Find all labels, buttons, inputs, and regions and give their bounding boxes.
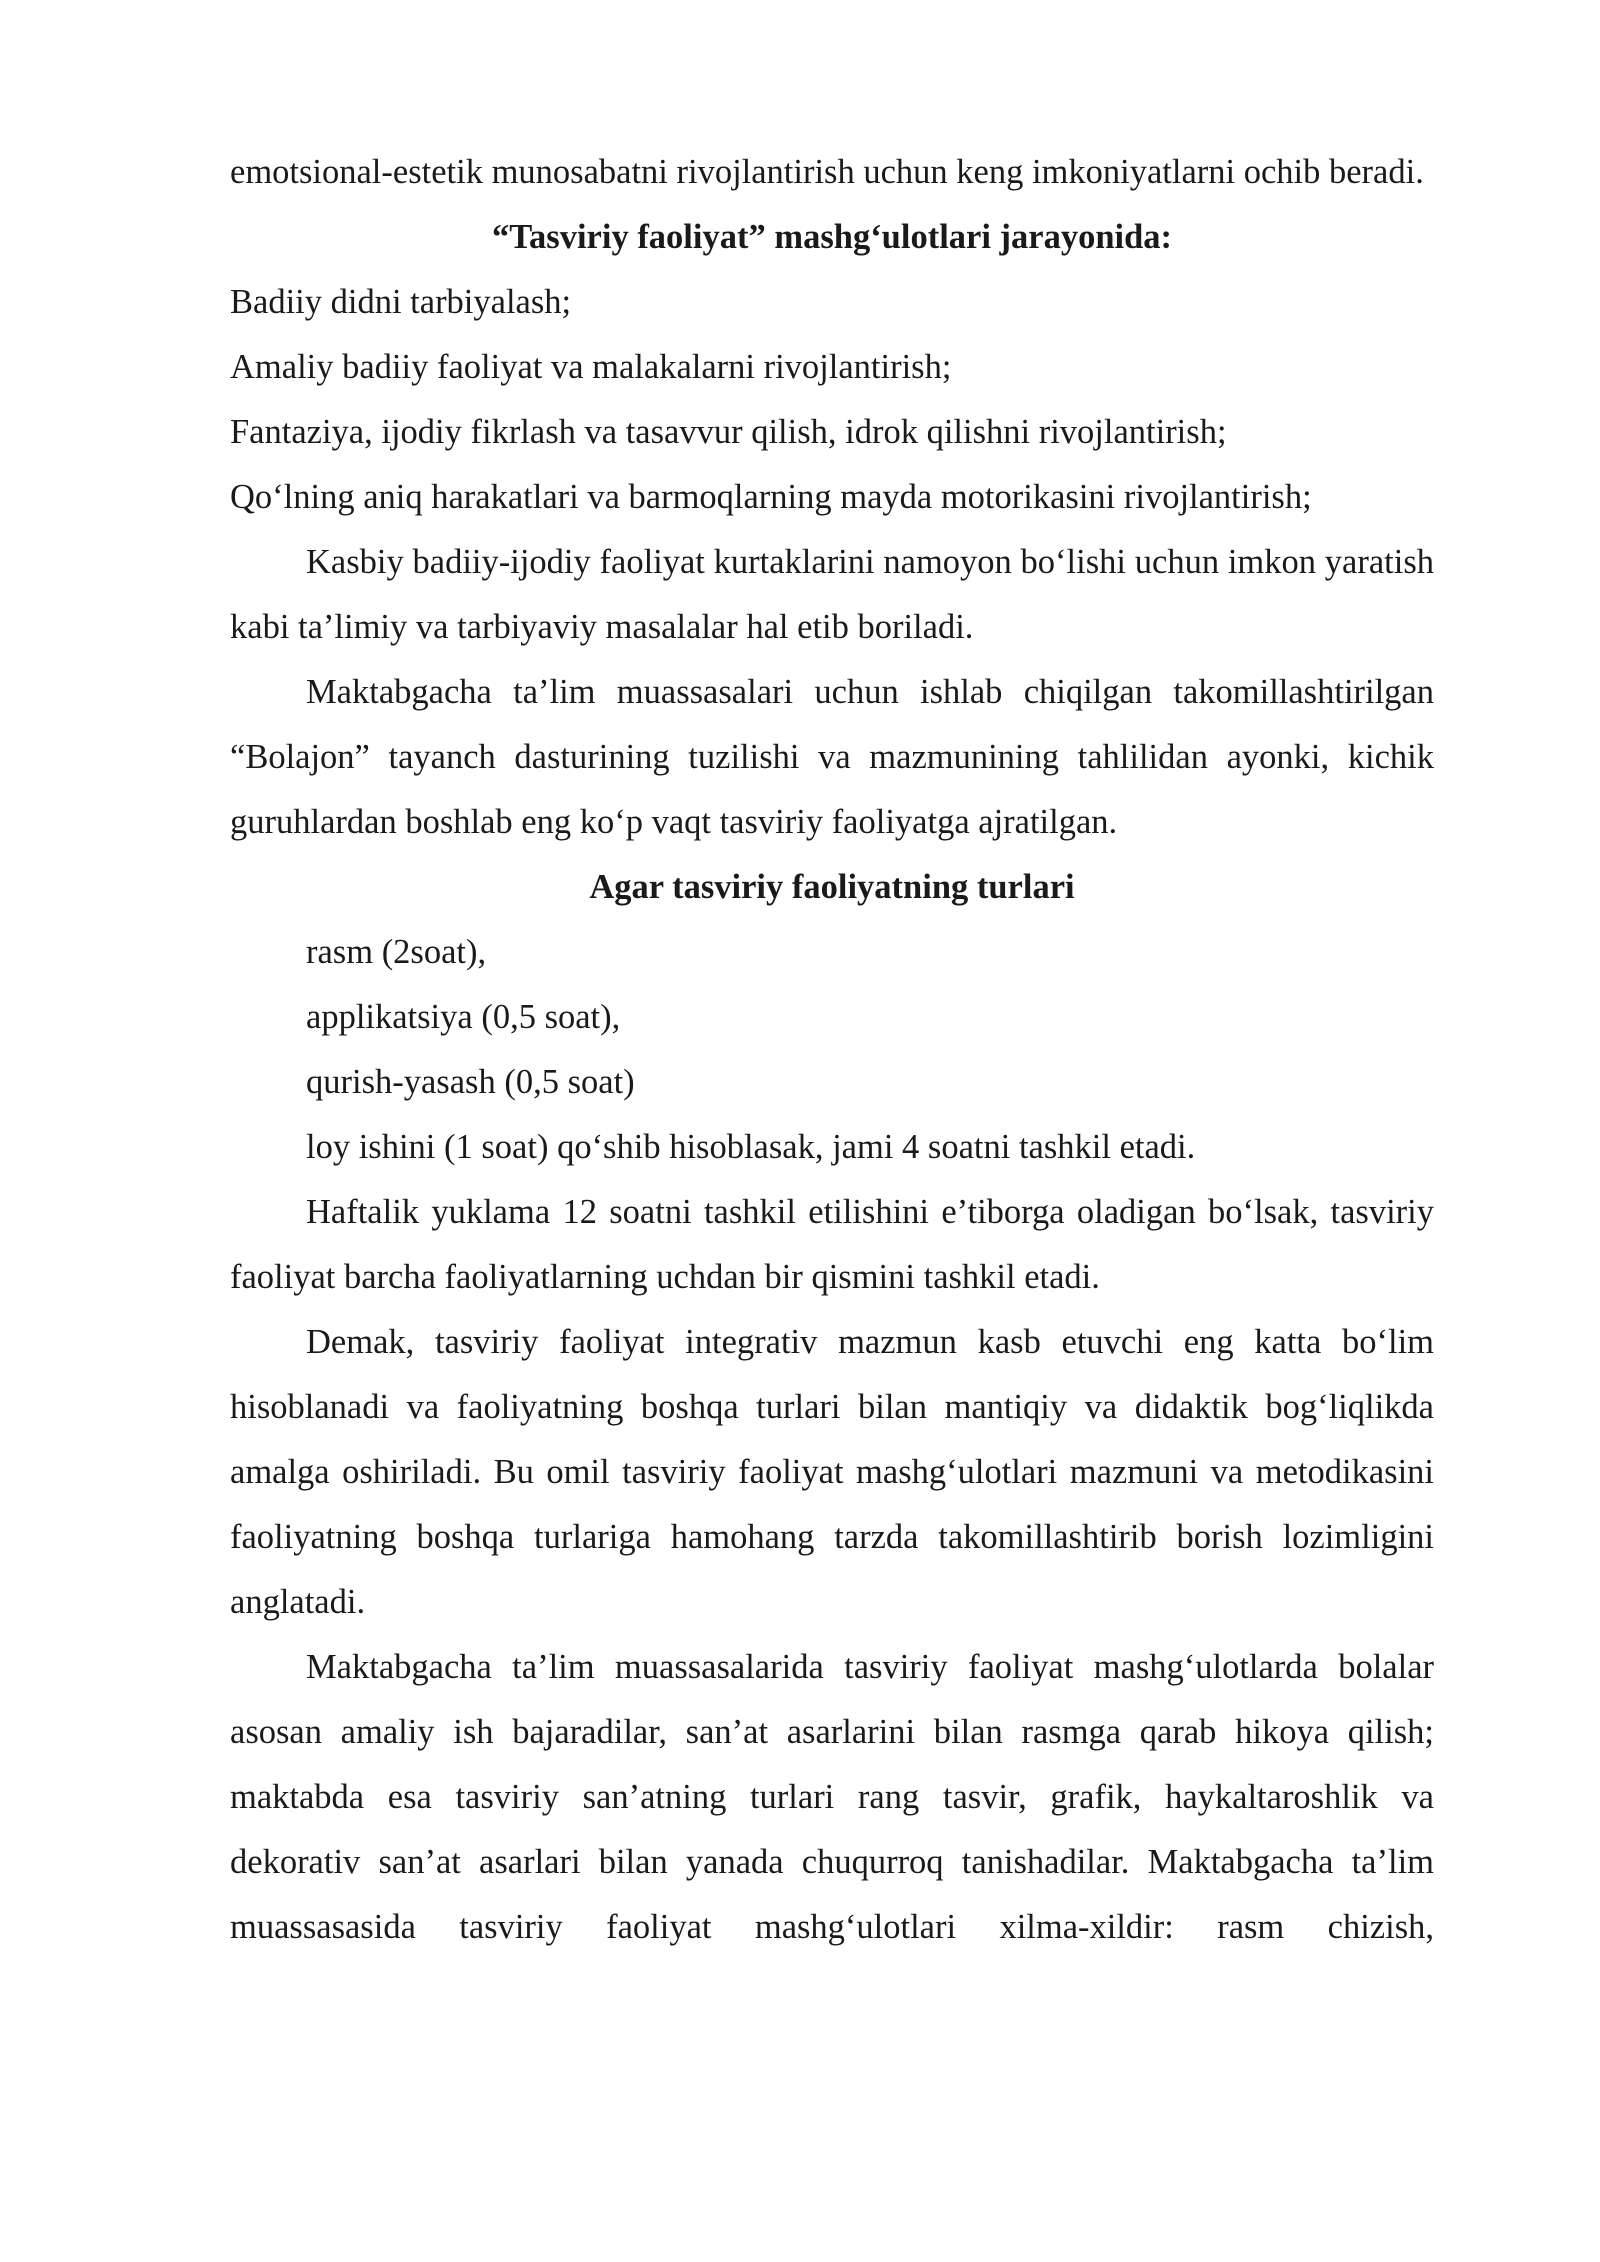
hours-item-clay: loy ishini (1 soat) qo‘shib hisoblasak, jami 4 soatni tashkil etadi. <box>306 1128 1196 1166</box>
section-heading-activities: “Tasviriy faoliyat” mashg‘ulotlari jarayonida: <box>491 218 1173 256</box>
hours-item-applique: applikatsiya (0,5 soat), <box>306 998 621 1036</box>
paragraph-tasks: Kasbiy badiiy-ijodiy faoliyat kurtaklarini namoyon bo‘lishi uchun imkon yaratish kabi ta’limiy va tarbiyaviy masalalar hal etib boriladi. <box>230 543 1434 646</box>
paragraph-continuation: emotsional-estetik munosabatni rivojlantirish uchun keng imkoniyatlarni ochib beradi. <box>230 153 1424 191</box>
section-heading-types: Agar tasviriy faoliyatning turlari <box>589 868 1075 906</box>
list-item-imagination: Fantaziya, ijodiy fikrlash va tasavvur qilish, idrok qilishni rivojlantirish; <box>230 413 1227 451</box>
list-item-practical-skills: Amaliy badiiy faoliyat va malakalarni rivojlantirish; <box>230 348 952 386</box>
list-item-aesthetic-taste: Badiiy didni tarbiyalash; <box>230 283 572 321</box>
document-page <box>230 140 1434 1960</box>
paragraph-integrative: Demak, tasviriy faoliyat integrativ mazmun kasb etuvchi eng katta bo‘lim hisoblanadi va faoliyatning boshqa turlari bilan mantiqiy va didaktik bog‘liqlikda amalga oshiriladi. Bu omil tasviriy faoliyat mashg‘ulotlari mazmuni va metodikasini faoliyatning boshqa turlariga hamohang tarzda takomillashtirib borish lozimligini anglatadi. <box>230 1323 1434 1621</box>
list-item-motor-skills: Qo‘lning aniq harakatlari va barmoqlarning mayda motorikasini rivojlantirish; <box>230 478 1312 516</box>
paragraph-bolajon-program: Maktabgacha ta’lim muassasalari uchun ishlab chiqilgan takomillashtirilgan “Bolajon” tayanch dasturining tuzilishi va mazmunining tahlilidan ayonki, kichik guruhlardan boshlab eng ko‘p vaqt tasviriy faoliyatga ajratilgan. <box>230 673 1434 841</box>
paragraph-weekly-load: Haftalik yuklama 12 soatni tashkil etilishini e’tiborga oladigan bo‘lsak, tasviriy faoliyat barcha faoliyatlarning uchdan bir qismini tashkil etadi. <box>230 1193 1434 1296</box>
hours-item-construction: qurish-yasash (0,5 soat) <box>306 1063 635 1101</box>
paragraph-preschool-activities: Maktabgacha ta’lim muassasalarida tasviriy faoliyat mashg‘ulotlarda bolalar asosan amaliy ish bajaradilar, san’at asarlarini bilan rasmga qarab hikoya qilish; maktabda esa tasviriy san’atning turlari rang tasvir, grafik, haykaltaroshlik va dekorativ san’at asarlari bilan yanada chuqurroq tanishadilar. Maktabgacha ta’lim muassasasida tasviriy faoliyat mashg‘ulotlari xilma-xildir: rasm chizish, <box>230 1648 1434 1946</box>
hours-item-drawing: rasm (2soat), <box>306 933 487 971</box>
